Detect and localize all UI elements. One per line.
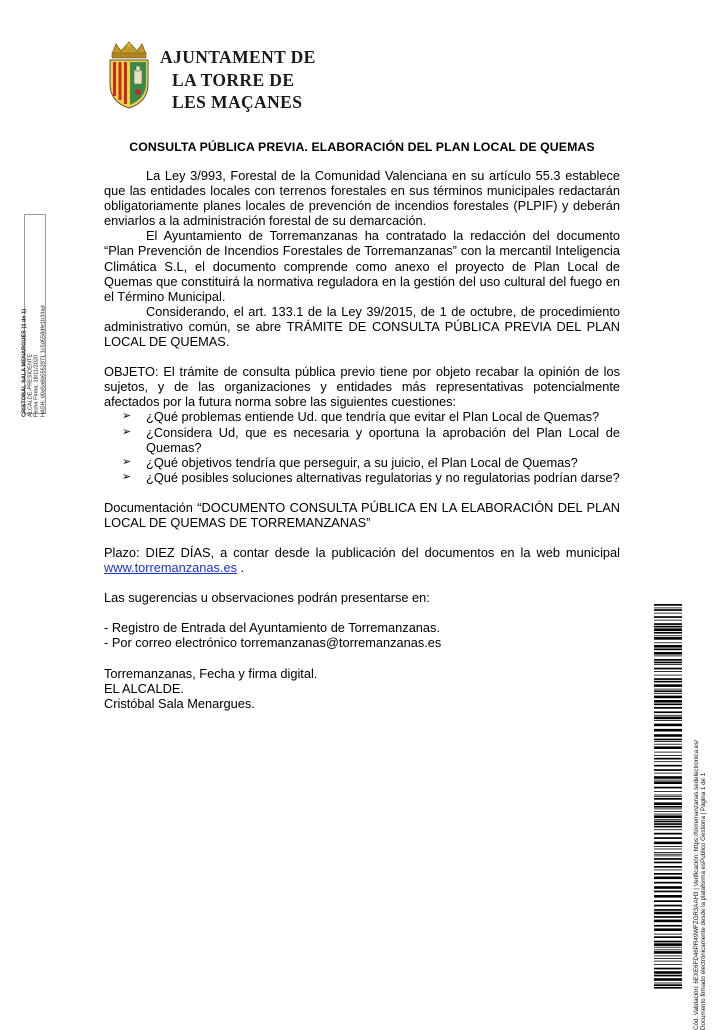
org-name-line1: AJUNTAMENT DE — [160, 47, 316, 67]
arrow-bullet-icon: ➢ — [122, 410, 132, 423]
questions-list — [104, 409, 620, 484]
list-item: ➢ ¿Qué objetivos tendría que perseguir, a su juicio, el Plan Local de Quemas? — [122, 454, 578, 470]
coat-of-arms-icon — [106, 40, 152, 110]
arrow-bullet-icon: ➢ — [122, 470, 132, 483]
paragraph-objeto: OBJETO: El trámite de consulta pública previo tiene por objeto recabar la opinión de los sujetos, y de las organizaciones y entidades más representativas potencialmente afectados por la futura norma sobre las siguientes cuestiones: — [104, 364, 620, 410]
list-item: ➢ ¿Qué posibles soluciones alternativas regulatorias y no regulatorias podrían darse? — [122, 469, 620, 485]
paragraph-plazo: Plazo: DIEZ DÍAS, a contar desde la publicación del documentos en la web municipal www.torremanzanas.es . — [104, 545, 620, 576]
list-item: ➢ ¿Considera Ud, que es necesaria y oportuna la aprobación del Plan Local de Quemas? — [122, 424, 620, 455]
org-name-line3: LES MAÇANES — [172, 92, 303, 112]
signature-person: Cristóbal Sala Menargues. — [104, 695, 255, 711]
verification-platform: Documento firmado electrónicamente desde la plataforma esPublico Gestiona | Página 1 de 1 — [700, 772, 707, 1030]
list-item: ➢ ¿Qué problemas entiende Ud. que tendría que evitar el Plan Local de Quemas? — [122, 409, 600, 425]
arrow-bullet-icon: ➢ — [122, 425, 132, 438]
paragraph-sugerencias: Las sugerencias u observaciones podrán presentarse en: — [104, 590, 430, 606]
municipal-website-link[interactable]: www.torremanzanas.es — [104, 560, 237, 576]
verification-code: Cód. Validación: 6EXE6FD46PR49WFZGR3AAH3 | Verificación: https://torremanzanas.sedelectronica.es/ — [693, 739, 700, 1030]
document-title: CONSULTA PÚBLICA PREVIA. ELABORACIÓN DEL PLAN LOCAL DE QUEMAS — [129, 140, 595, 154]
verification-footer — [693, 630, 707, 1030]
org-name-line2: LA TORRE DE — [172, 69, 295, 90]
arrow-bullet-icon: ➢ — [122, 455, 132, 468]
signature-role: ALCALDE-PRESIDENTE — [27, 353, 34, 417]
paragraph-ley: La Ley 3/993, Forestal de la Comunidad Valenciana en su artículo 55.3 establece que las entidades locales con terrenos forestales en sus términos municipales redactarán obligatoriamente planes locales de prevención de incendios forestales (PLPIF) y deberán enviarlos a la administración forestal de su demarcación. — [104, 168, 620, 229]
signature-title: EL ALCALDE. — [104, 680, 184, 696]
paragraph-ayuntamiento: El Ayuntamiento de Torremanzanas ha contratado la redacción del documento “Plan Prevención de Incendios Forestales de Torremanzanas” con la mercantil Inteligencia Climática S.L, el documento comprende como anexo el proyecto de Plan Local de Quemas que constituirá la normativa reguladora en la gestión del uso cultural del fuego en el Término Municipal. — [104, 228, 620, 304]
signature-stamp — [22, 217, 47, 417]
paragraph-considerando: Considerando, el art. 133.1 de la Ley 39/2015, de 1 de octubre, de procedimiento administrativo común, se abre TRÁMITE DE CONSULTA PÚBLICA PREVIA DEL PLAN LOCAL DE QUEMAS. — [104, 303, 620, 350]
signature-hash: HASH: d0a5a6b0562871 1c5d558dfe1b34ad — [40, 305, 47, 417]
channel-registro: - Registro de Entrada del Ayuntamiento de Torremanzanas. — [104, 620, 440, 636]
signature-name: CRISTOBAL SALA MENARGUES (1 de 1) — [21, 308, 28, 417]
document-body — [104, 168, 620, 711]
barcode-icon — [654, 604, 682, 990]
channel-correo: - Por correo electrónico torremanzanas@torremanzanas.es — [104, 635, 442, 651]
organization-name — [160, 46, 316, 114]
signature-date: Fecha Firma: 18/11/2020 — [34, 354, 40, 417]
signature-place-date: Torremanzanas, Fecha y firma digital. — [104, 665, 318, 681]
paragraph-documentacion: Documentación “DOCUMENTO CONSULTA PÚBLICA EN LA ELABORACIÓN DEL PLAN LOCAL DE QUEMAS DE TORREMANZANAS” — [104, 499, 620, 530]
